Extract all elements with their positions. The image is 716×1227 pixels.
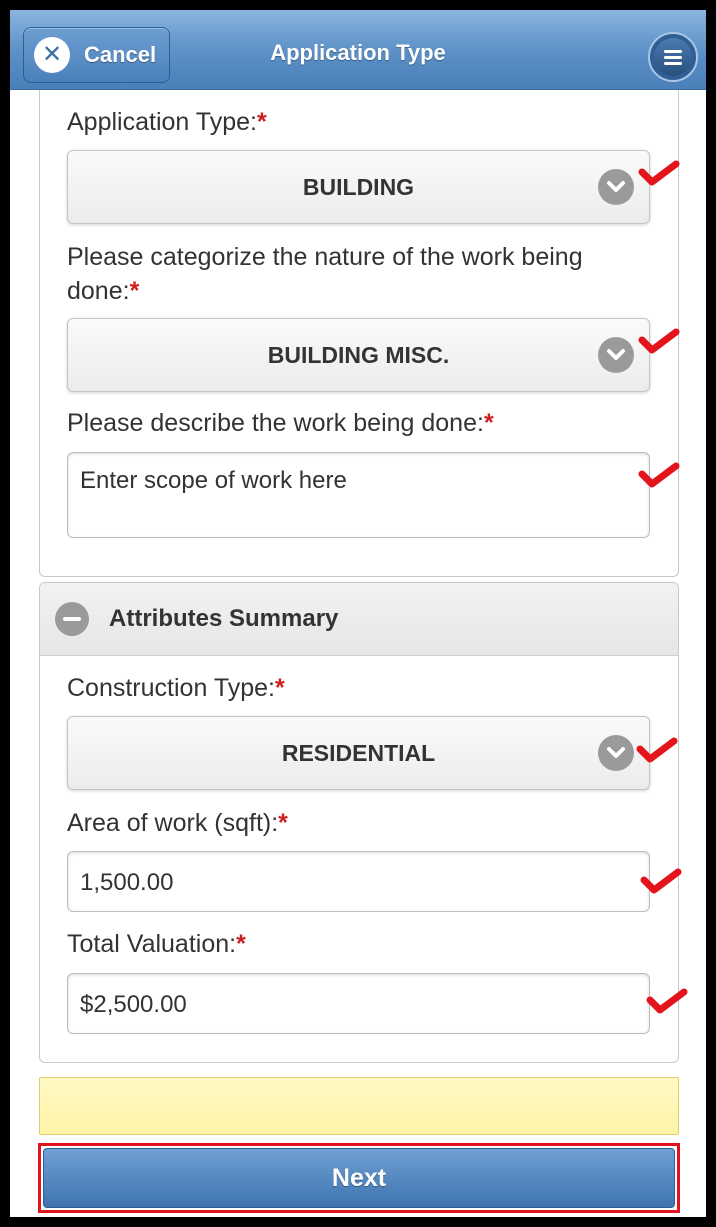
chevron-down-icon	[598, 169, 634, 205]
required-marker: *	[129, 277, 140, 305]
valid-checkmark-icon	[638, 462, 680, 490]
attributes-summary-header[interactable]	[40, 583, 678, 656]
notice-bar	[39, 1077, 679, 1135]
valid-checkmark-icon	[636, 737, 678, 765]
required-marker: *	[278, 809, 288, 837]
valid-checkmark-icon	[638, 160, 680, 188]
required-marker: *	[483, 409, 494, 437]
total-valuation-value: $2,500.00	[80, 991, 187, 1018]
work-description-label: Please describe the work being done:*	[67, 409, 494, 437]
valid-checkmark-icon	[640, 868, 682, 896]
construction-type-select[interactable]	[67, 716, 650, 790]
close-icon: ✕	[34, 37, 70, 73]
next-button[interactable]	[43, 1148, 675, 1208]
required-marker: *	[274, 674, 285, 702]
valid-checkmark-icon	[646, 988, 688, 1016]
required-marker: *	[256, 108, 267, 136]
total-valuation-label: Total Valuation:*	[67, 930, 246, 958]
required-marker: *	[236, 930, 246, 958]
construction-type-label: Construction Type:*	[67, 674, 285, 702]
work-description-textarea[interactable]	[67, 452, 650, 538]
collapse-minus-icon	[55, 602, 89, 636]
work-category-value: BUILDING MISC.	[267, 341, 450, 368]
hamburger-menu-icon	[654, 38, 692, 76]
app-screen	[10, 10, 706, 1217]
area-of-work-value: 1,500.00	[80, 869, 174, 896]
chevron-down-icon	[598, 337, 634, 373]
cancel-label: Cancel	[84, 42, 157, 67]
area-of-work-label: Area of work (sqft):*	[67, 809, 288, 837]
application-type-label: Application Type:*	[67, 108, 267, 136]
work-category-select[interactable]	[67, 318, 650, 392]
chevron-down-icon	[598, 735, 634, 771]
area-of-work-input[interactable]	[67, 851, 650, 912]
attributes-summary-title: Attributes Summary	[109, 605, 339, 632]
menu-button[interactable]	[648, 32, 698, 82]
work-category-label: Please categorize the nature of the work being done:*	[67, 243, 583, 305]
application-type-value: BUILDING	[302, 173, 415, 200]
total-valuation-input[interactable]	[67, 973, 650, 1034]
page-title: Application Type	[270, 40, 446, 65]
work-description-placeholder: Enter scope of work here	[80, 467, 347, 494]
header-bar	[10, 10, 706, 90]
next-button-label: Next	[331, 1163, 387, 1192]
valid-checkmark-icon	[638, 328, 680, 356]
construction-type-value: RESIDENTIAL	[281, 739, 436, 766]
application-type-select[interactable]	[67, 150, 650, 224]
